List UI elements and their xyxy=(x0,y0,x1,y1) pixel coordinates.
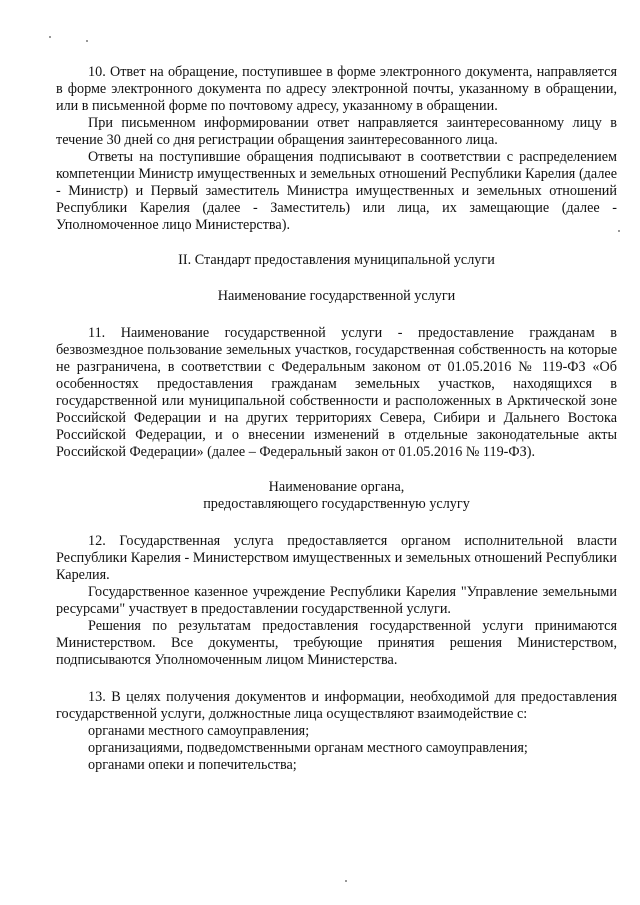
paragraph-12-3: Решения по результатам предоставления государственной услуги принимаются Министерством. Все документы, требующие принятия решения Министерством, подписываются Уполномоченным лицом Министерства. xyxy=(56,618,617,668)
scan-speck xyxy=(618,230,620,232)
list-item: органами опеки и попечительства; xyxy=(88,757,297,773)
list-item: организациями, подведомственными органам местного самоуправления; xyxy=(88,740,528,756)
paragraph-10-3: Ответы на поступившие обращения подписывают в соответствии с распределением компетенции Министр имущественных и земельных отношений Республики Карелия (далее - Министр) и Первый заместитель Министра имущественных и земельных отношений Республики Карелия (далее - Заместитель) или лица, их замещающие (далее - Уполномоченное лицо Министерства). xyxy=(56,149,617,233)
paragraph-10-1: 10. Ответ на обращение, поступившее в форме электронного документа, направляется в форме электронного документа по адресу электронной почты, указанному в обращении, или в письменной форме по почтовому адресу, указанному в обращении. xyxy=(56,64,617,114)
paragraph-11: 11. Наименование государственной услуги - предоставление гражданам в безвозмездное пользование земельных участков, государственная собственность на которые не разграничена, в соответствии с Федеральным законом от 01.05.2016 № 119-ФЗ «Об особенностях предоставления гражданам земельных участков, находящихся в государственной или муниципальной собственности и расположенных в Арктической зоне Российской Федерации и на других территориях Севера, Сибири и Дальнего Востока Российской Федерации, и о внесении изменений в отдельные законодательные акты Российской Федерации» (далее – Федеральный закон от 01.05.2016 № 119-ФЗ). xyxy=(56,325,617,460)
scan-speck xyxy=(345,880,347,882)
document-page xyxy=(56,64,617,774)
scan-speck xyxy=(86,40,88,42)
section-2-title: II. Стандарт предоставления муниципальной услуги xyxy=(178,252,495,268)
list-item: органами местного самоуправления; xyxy=(88,723,310,739)
heading-service-name: Наименование государственной услуги xyxy=(217,288,456,304)
heading-organ-line-1: Наименование органа, xyxy=(268,479,405,495)
heading-organ-line-2: предоставляющего государственную услугу xyxy=(203,496,470,512)
paragraph-10-2: При письменном информировании ответ направляется заинтересованному лицу в течение 30 дней со дня регистрации обращения заинтересованного лица. xyxy=(56,115,617,148)
paragraph-12-1: 12. Государственная услуга предоставляется органом исполнительной власти Республики Карелия - Министерством имущественных и земельных отношений Республики Карелия. xyxy=(56,533,617,583)
paragraph-13: 13. В целях получения документов и информации, необходимой для предоставления государственной услуги, должностные лица осуществляют взаимодействие с: xyxy=(56,689,617,722)
paragraph-12-2: Государственное казенное учреждение Республики Карелия "Управление земельными ресурсами" участвует в предоставлении государственной услуги. xyxy=(56,584,617,617)
scan-speck xyxy=(49,36,51,38)
